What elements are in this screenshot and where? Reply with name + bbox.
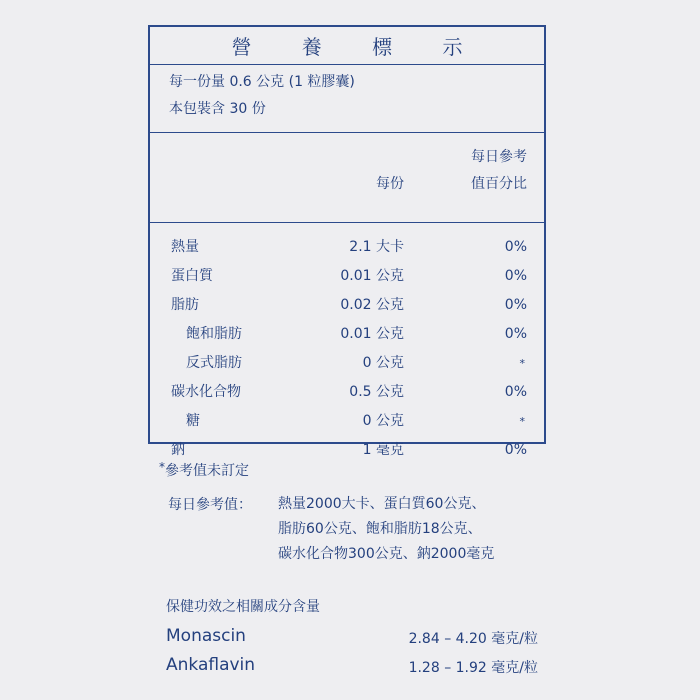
nutrient-pct: 0% xyxy=(504,384,527,400)
nutrient-pct: 0% xyxy=(504,326,527,342)
nutrient-pct: * xyxy=(519,415,525,428)
nutrient-row xyxy=(150,262,544,291)
daily-value-list xyxy=(278,494,494,569)
daily-value-line: 脂肪60公克、飽和脂肪18公克、 xyxy=(278,521,482,537)
nutrient-amount: 0.5 公克 xyxy=(349,384,404,400)
nutrient-amount: 2.1 大卡 xyxy=(349,239,404,255)
nutrient-row xyxy=(150,407,544,436)
col-dv-line2: 值百分比 xyxy=(471,176,527,192)
servings-per-pack: 本包裝含 30 份 xyxy=(169,101,266,117)
nutrient-pct: 0% xyxy=(504,297,527,313)
ingredient-name: Ankaflavin xyxy=(166,655,256,675)
nutrient-amount: 1 毫克 xyxy=(362,442,404,458)
col-per-serving: 每份 xyxy=(376,176,404,192)
nutrient-name: 反式脂肪 xyxy=(186,355,242,371)
footnote-star xyxy=(159,460,249,480)
nutrient-pct: 0% xyxy=(504,239,527,255)
daily-value-line: 碳水化合物300公克、鈉2000毫克 xyxy=(278,546,495,562)
nutrient-name: 糖 xyxy=(186,413,200,429)
nutrition-facts-panel xyxy=(148,25,546,458)
nutrient-name: 鈉 xyxy=(171,442,185,458)
nutrient-name: 脂肪 xyxy=(171,297,199,313)
col-dv-line1: 每日參考 xyxy=(471,149,527,165)
nutrient-amount: 0.01 公克 xyxy=(340,326,404,342)
daily-value-label: 每日參考值： xyxy=(168,497,252,513)
nutrient-name: 蛋白質 xyxy=(171,268,213,284)
nutrition-title: 營 養 標 示 xyxy=(150,27,544,65)
nutrient-name: 飽和脂肪 xyxy=(186,326,242,342)
nutrient-amount: 0.02 公克 xyxy=(340,297,404,313)
serving-size: 每一份量 0.6 公克 (1 粒膠囊) xyxy=(169,74,355,90)
serving-info xyxy=(150,69,544,133)
ingredient-name: Monascin xyxy=(166,626,246,646)
daily-value-line: 熱量2000大卡、蛋白質60公克、 xyxy=(278,496,486,512)
column-header xyxy=(150,133,544,223)
nutrient-row xyxy=(150,378,544,407)
footnote-text: 參考值未訂定 xyxy=(165,463,249,479)
nutrient-name: 碳水化合物 xyxy=(171,384,241,400)
nutrient-row xyxy=(150,291,544,320)
nutrient-row xyxy=(150,320,544,349)
nutrient-amount: 0 公克 xyxy=(362,413,404,429)
nutrient-pct: 0% xyxy=(504,268,527,284)
ingredient-value: 1.28 – 1.92 毫克/粒 xyxy=(408,660,538,676)
asterisk-mark: * xyxy=(159,460,165,474)
nutrient-pct: * xyxy=(519,357,525,370)
nutrient-rows xyxy=(150,223,544,465)
health-ingredients-title: 保健功效之相關成分含量 xyxy=(166,599,320,615)
nutrient-name: 熱量 xyxy=(171,239,199,255)
ingredient-value: 2.84 – 4.20 毫克/粒 xyxy=(408,631,538,647)
nutrient-pct: 0% xyxy=(504,442,527,458)
nutrient-amount: 0.01 公克 xyxy=(340,268,404,284)
nutrient-row xyxy=(150,233,544,262)
nutrient-amount: 0 公克 xyxy=(362,355,404,371)
nutrient-row xyxy=(150,349,544,378)
